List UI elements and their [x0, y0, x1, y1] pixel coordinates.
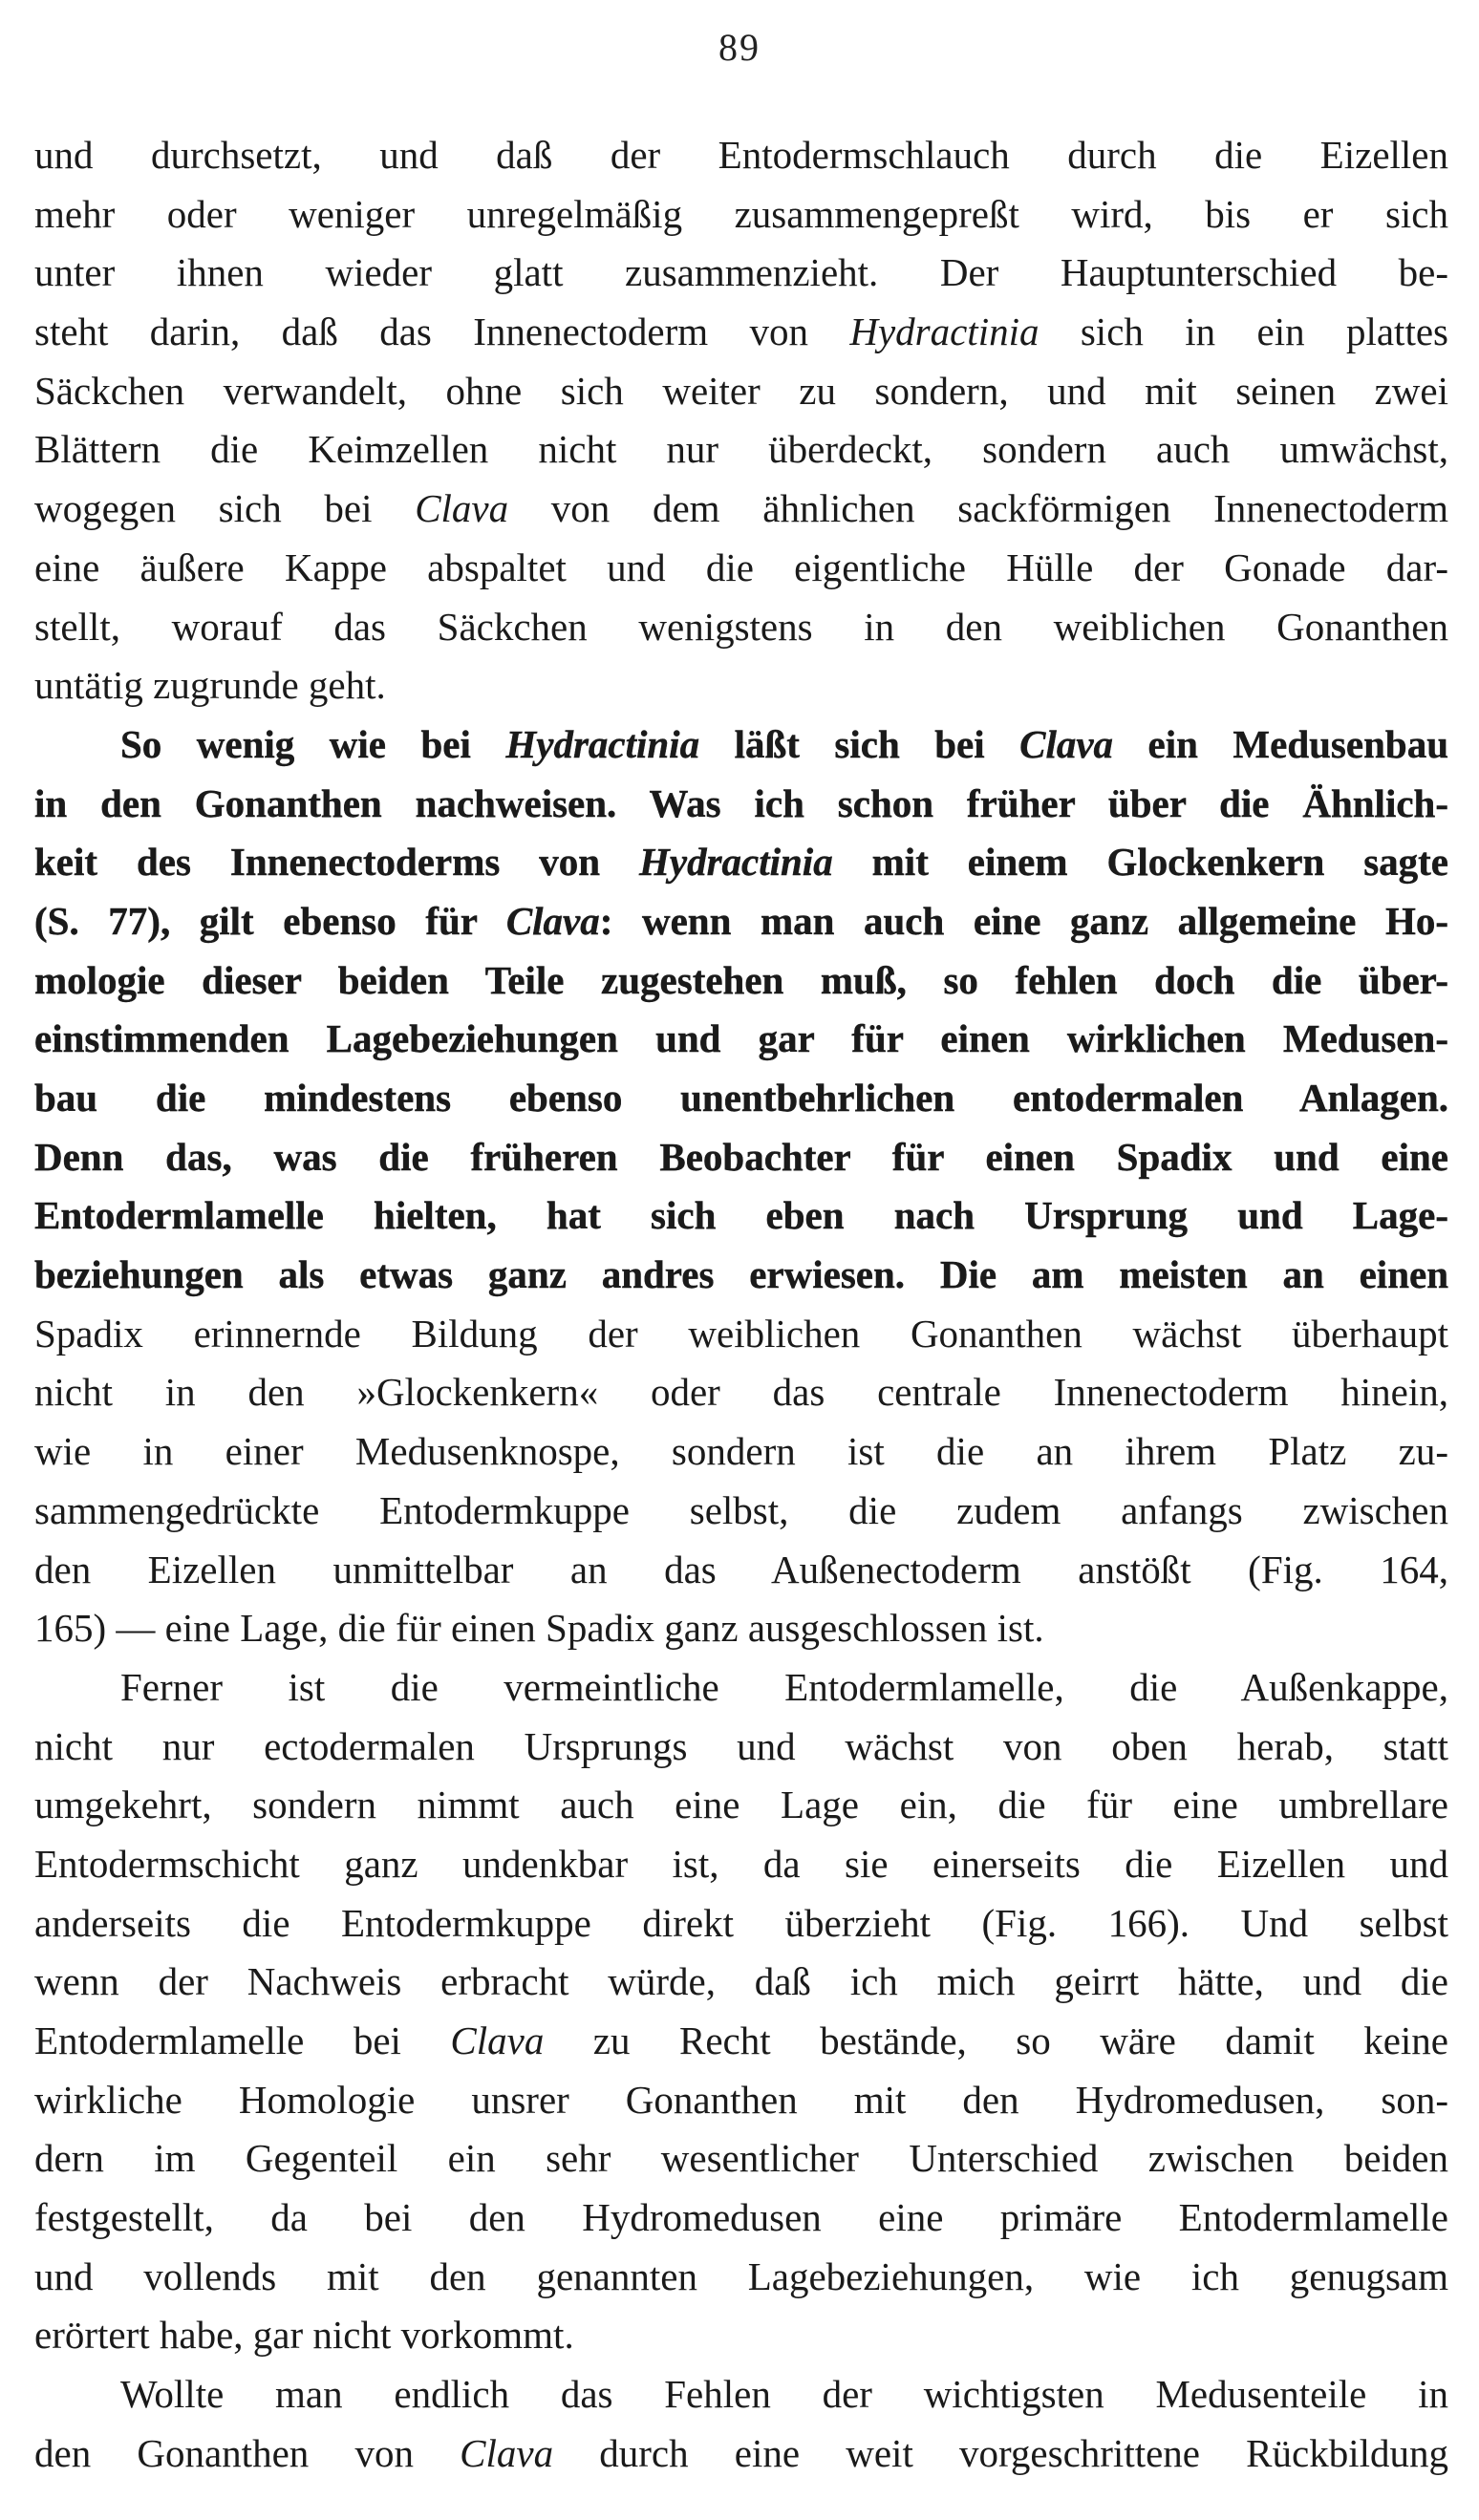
text-line: wie in einer Medusenknospe, sondern ist die an ihrem Platz zu- [34, 1429, 1448, 1474]
text-line: 165) — eine Lage, die für einen Spadix ganz ausgeschlossen ist. [34, 1606, 1044, 1651]
text-line: und durchsetzt, und daß der Entodermschlauch durch die Eizellen [34, 133, 1448, 177]
text-line: den Eizellen unmittelbar an das Außenectoderm anstößt (Fig. 164, [34, 1547, 1448, 1591]
text-line: dern im Gegenteil ein sehr wesentlicher Unterschied zwischen beiden [34, 2136, 1448, 2181]
paragraph-start: Ferner ist die vermeintliche Entodermlamelle, die Außenkappe, [120, 1664, 1448, 1709]
text-line: festgestellt, da bei den Hydromedusen eine primäre Entodermlamelle [34, 2195, 1448, 2240]
text-line: Säckchen verwandelt, ohne sich weiter zu sondern, und mit seinen zwei [34, 368, 1448, 413]
text-line: in den Gonanthen nachweisen. Was ich schon früher über die Ähnlich- [34, 780, 1448, 825]
text-line: untätig zugrunde geht. [34, 663, 386, 708]
page-number: 89 [718, 26, 761, 69]
text-line: stellt, worauf das Säckchen wenigstens in den weiblichen Gonanthen [34, 604, 1448, 649]
text-line: nicht in den »Glockenkern« oder das centrale Innenectoderm hinein, [34, 1370, 1448, 1415]
text-line: Entodermschicht ganz undenkbar ist, da sie einerseits die Eizellen und [34, 1841, 1448, 1886]
text-line: bau die mindestens ebenso unentbehrlichen entodermalen Anlagen. [34, 1076, 1448, 1120]
body-text [34, 126, 1448, 2484]
text-line: steht darin, daß das Innenectoderm von Hydractinia sich in ein plattes [34, 310, 1448, 354]
text-line: keit des Innenectoderms von Hydractinia mit einem Glockenkern sagte [34, 840, 1448, 885]
text-line: wenn der Nachweis erbracht würde, daß ich mich geirrt hätte, und die [34, 1959, 1448, 2004]
text-line: Entodermlamelle hielten, hat sich eben nach Ursprung und Lage- [34, 1193, 1448, 1238]
text-line: Spadix erinnernde Bildung der weiblichen Gonanthen wächst überhaupt [34, 1311, 1448, 1356]
text-line: eine äußere Kappe abspaltet und die eigentliche Hülle der Gonade dar- [34, 545, 1448, 589]
text-line: sammengedrückte Entodermkuppe selbst, die zudem anfangs zwischen [34, 1487, 1448, 1532]
text-line: unter ihnen wieder glatt zusammenzieht. Der Hauptunterschied be- [34, 250, 1448, 295]
text-line: Denn das, was die früheren Beobachter für einen Spadix und eine [34, 1134, 1448, 1179]
text-line: anderseits die Entodermkuppe direkt überzieht (Fig. 166). Und selbst [34, 1900, 1448, 1945]
text-line: umgekehrt, sondern nimmt auch eine Lage ein, die für eine umbrellare [34, 1783, 1448, 1827]
text-line: beziehungen als etwas ganz andres erwiesen. Die am meisten an einen [34, 1252, 1448, 1297]
text-line: erörtert habe, gar nicht vorkommt. [34, 2313, 574, 2358]
text-line: Entodermlamelle bei Clava zu Recht bestände, so wäre damit keine [34, 2018, 1448, 2062]
text-line: den Gonanthen von Clava durch eine weit vorgeschrittene Rückbildung [34, 2430, 1448, 2475]
text-line: (S. 77), gilt ebenso für Clava: wenn man auch eine ganz allgemeine Ho- [34, 898, 1448, 943]
paragraph-start: So wenig wie bei Hydractinia läßt sich bei Clava ein Medusenbau [120, 721, 1448, 766]
paragraph-start: Wollte man endlich das Fehlen der wichtigsten Medusenteile in [120, 2372, 1448, 2417]
text-line: einstimmenden Lagebeziehungen und gar für einen wirklichen Medusen- [34, 1016, 1448, 1061]
text-line: wirkliche Homologie unsrer Gonanthen mit den Hydromedusen, son- [34, 2077, 1448, 2122]
text-line: mehr oder weniger unregelmäßig zusammengepreßt wird, bis er sich [34, 191, 1448, 236]
text-line: und vollends mit den genannten Lagebeziehungen, wie ich genugsam [34, 2253, 1448, 2298]
text-line: mologie dieser beiden Teile zugestehen muß, so fehlen doch die über- [34, 957, 1448, 1002]
text-line: nicht nur ectodermalen Ursprungs und wächst von oben herab, statt [34, 1723, 1448, 1768]
text-line: Blättern die Keimzellen nicht nur überdeckt, sondern auch umwächst, [34, 427, 1448, 472]
text-line: wogegen sich bei Clava von dem ähnlichen sackförmigen Innenectoderm [34, 486, 1448, 531]
